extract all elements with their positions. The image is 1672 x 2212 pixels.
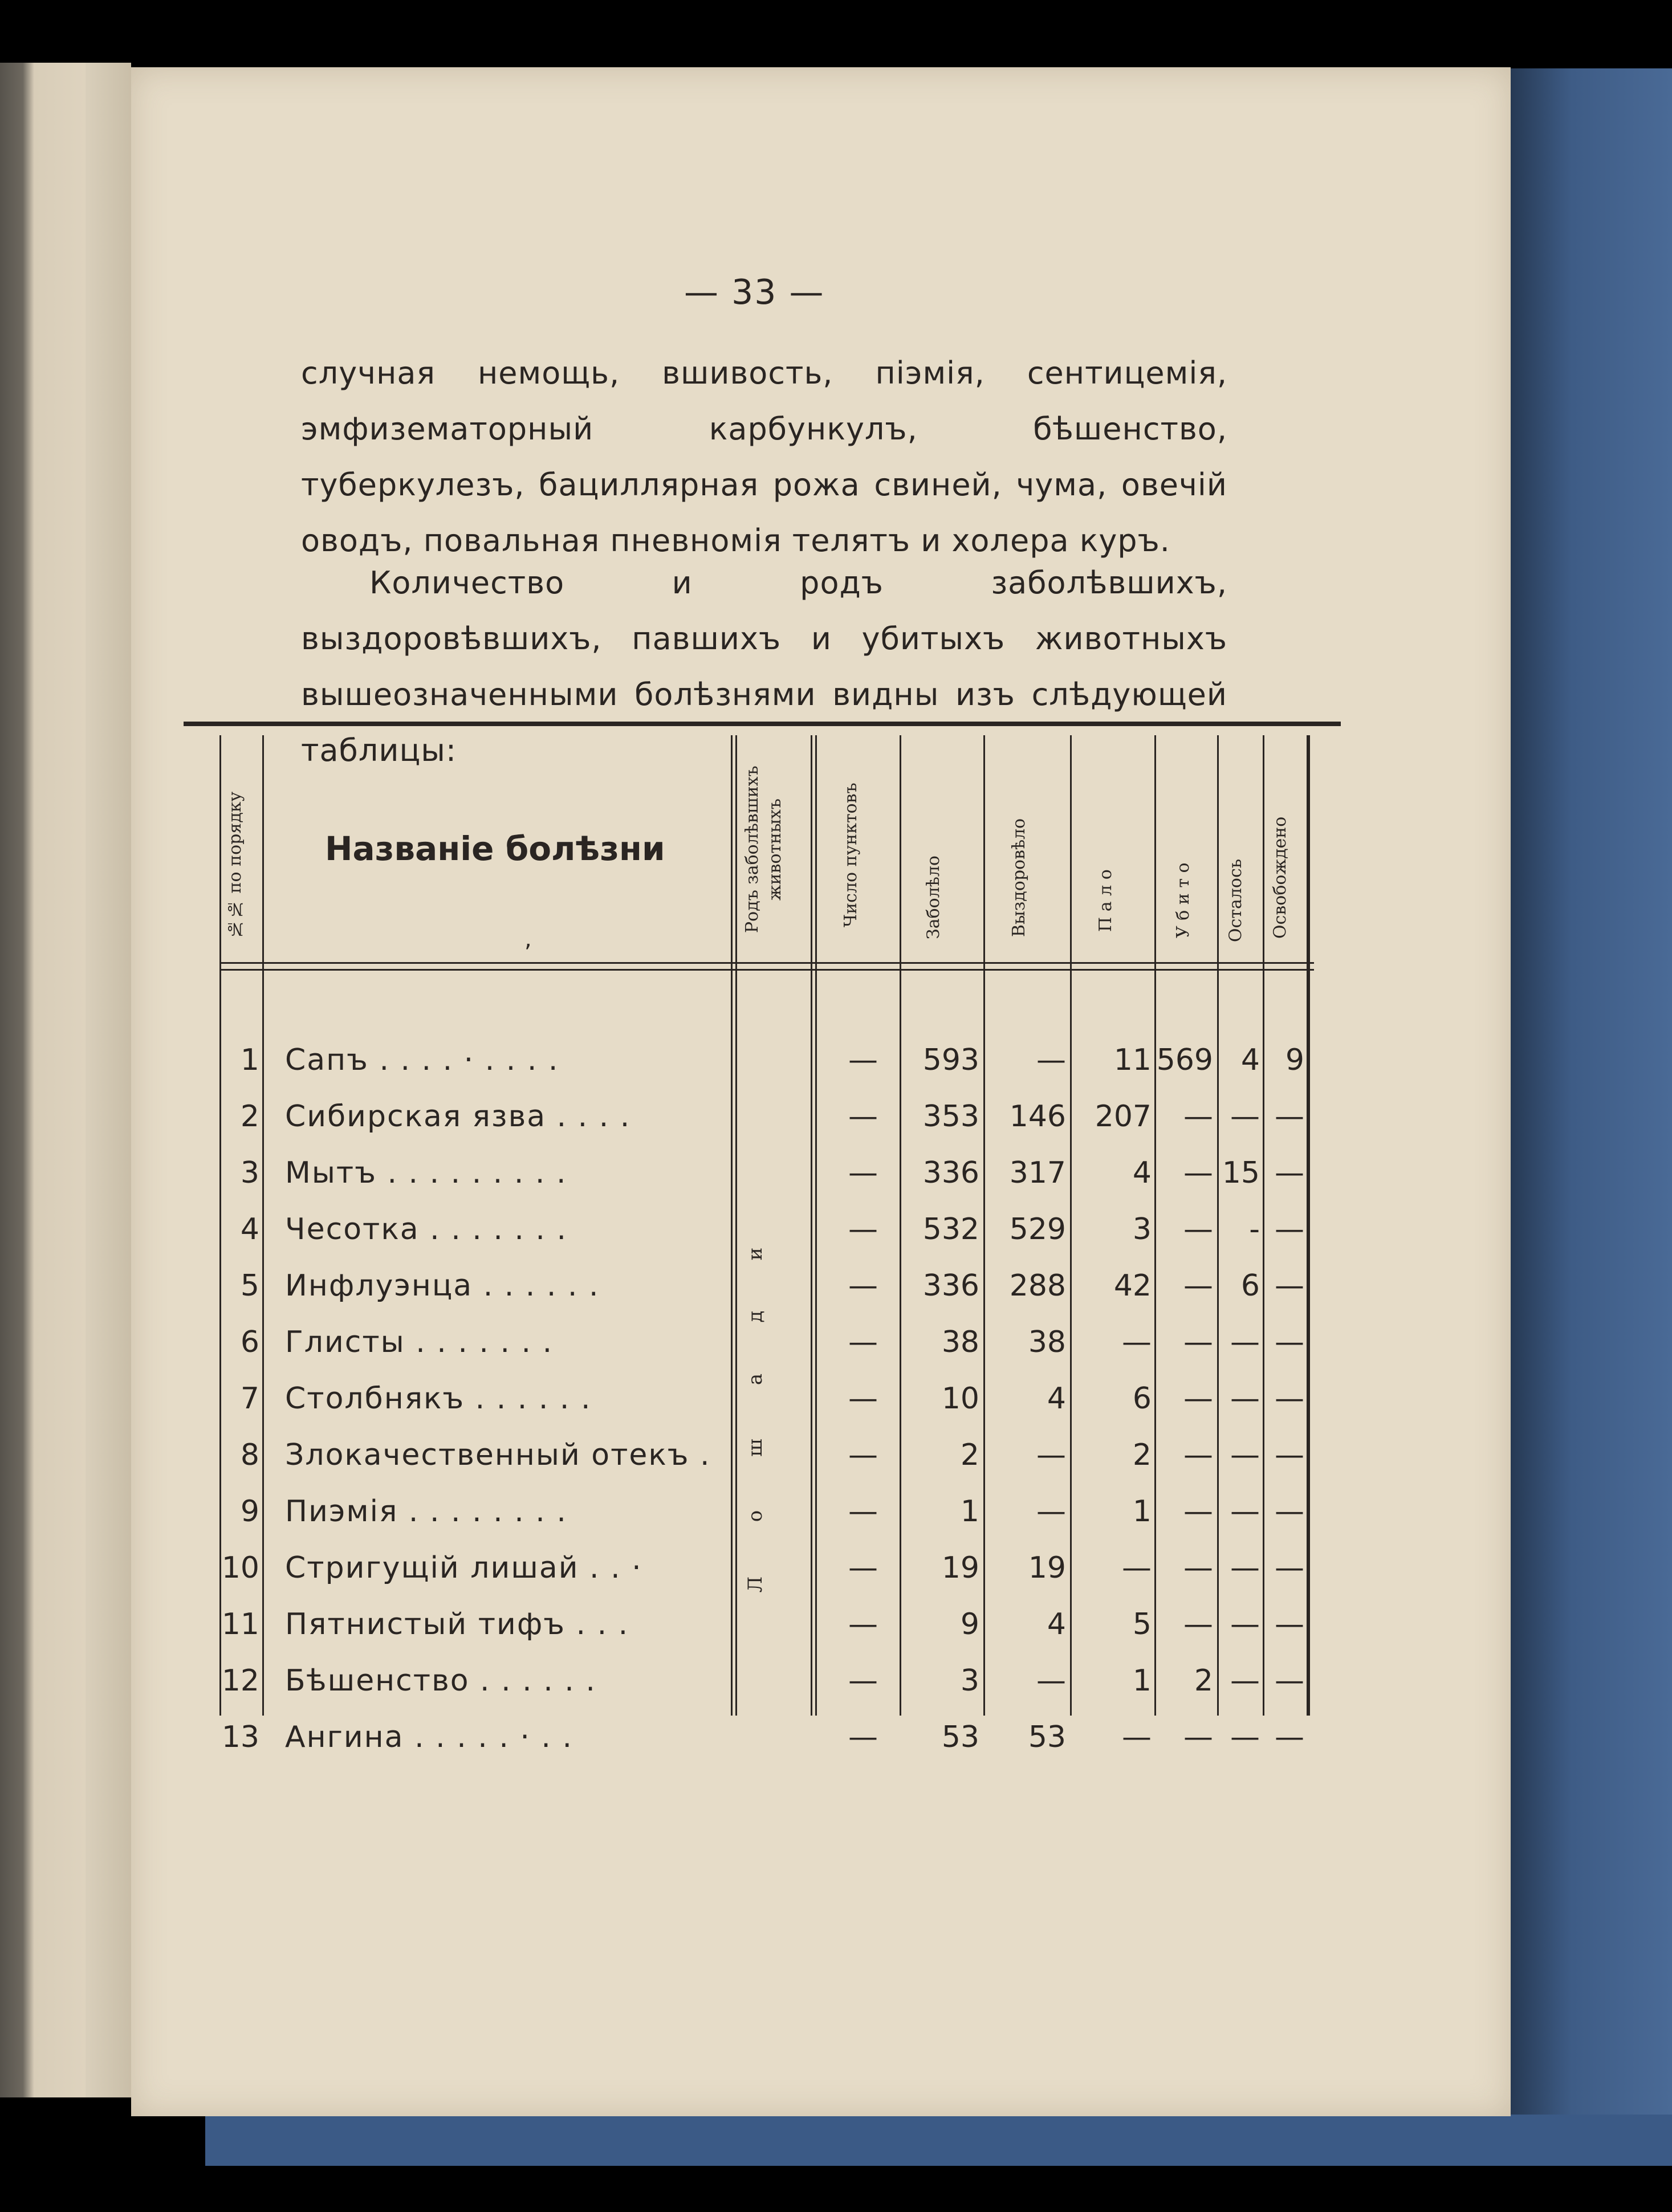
header-killed: У б и т о [1173,862,1193,939]
cell-died: — [1122,1720,1152,1754]
disease-name-cell: Чесотка . . . . . . . [285,1212,568,1246]
cell-recovered: 317 [1009,1156,1066,1190]
cell-released: — [1275,1607,1304,1641]
cell-killed: 2 [1194,1664,1213,1698]
cell-remained: 15 [1222,1156,1260,1190]
header-died: П а л о [1096,869,1116,932]
cell-killed: 569 [1156,1043,1213,1077]
cell-points: — [848,1325,878,1359]
cell-recovered: 4 [1047,1382,1066,1416]
cell-released: — [1275,1269,1304,1303]
cell-died: 1 [1132,1494,1152,1529]
cell-recovered: 288 [1009,1269,1066,1303]
cell-killed: — [1183,1438,1213,1472]
row-number: 1 [240,1043,259,1077]
cell-points: — [848,1269,878,1303]
cell-killed: — [1183,1269,1213,1303]
disease-name-cell: Стригущiй лишай . . · [285,1551,642,1585]
cell-released: — [1275,1099,1304,1134]
col-rule-no [219,735,221,1716]
cell-fell-ill: 10 [941,1382,979,1416]
cell-released: — [1275,1382,1304,1416]
cell-killed: — [1183,1551,1213,1585]
row-number: 5 [240,1269,259,1303]
cell-fell-ill: 19 [941,1551,979,1585]
cell-fell-ill: 38 [941,1325,979,1359]
disease-name-cell: Мытъ . . . . . . . . . [285,1156,567,1190]
cell-remained: 4 [1240,1043,1260,1077]
cell-remained: — [1230,1551,1260,1585]
book-cover [1505,68,1672,2154]
col-rule-killed [1154,735,1156,1716]
row-number: 11 [221,1607,259,1641]
col-rule-kind-b [735,735,737,1716]
cell-released: — [1275,1325,1304,1359]
cell-points: — [848,1438,878,1472]
col-rule-rel [1263,735,1264,1716]
cell-fell-ill: 9 [960,1607,979,1641]
disease-name-cell: Злокачественный отекъ . [285,1438,711,1472]
cell-released: — [1275,1156,1304,1190]
cell-fell-ill: 3 [960,1664,979,1698]
cell-remained: — [1230,1664,1260,1698]
cell-released: — [1275,1664,1304,1698]
cell-fell-ill: 1 [960,1494,979,1529]
header-order-no: №№ по порядку [225,791,245,939]
cell-killed: — [1183,1607,1213,1641]
cell-recovered: — [1036,1494,1066,1529]
table-top-rule [184,722,1341,726]
col-rule-rem [1217,735,1219,1716]
cell-fell-ill: 336 [922,1156,979,1190]
cell-died: — [1122,1551,1152,1585]
cell-points: — [848,1099,878,1134]
cell-recovered: — [1036,1438,1066,1472]
cell-recovered: 38 [1028,1325,1066,1359]
cell-died: 2 [1132,1438,1152,1472]
cell-recovered: 146 [1009,1099,1066,1134]
cell-recovered: — [1036,1043,1066,1077]
row-number: 10 [221,1551,259,1585]
cell-remained: — [1230,1438,1260,1472]
disease-name-cell: Пиэмiя . . . . . . . . [285,1494,567,1529]
header-bottom-rule [219,962,1314,964]
col-rule-rec [983,735,985,1716]
cell-recovered: 53 [1028,1720,1066,1754]
col-rule-points-b [815,735,817,1716]
row-number: 4 [240,1212,259,1246]
row-number: 2 [240,1099,259,1134]
cell-remained: — [1230,1494,1260,1529]
disease-name-cell: Сапъ . . . . · . . . . [285,1043,559,1077]
cell-died: 3 [1132,1212,1152,1246]
cell-killed: — [1183,1325,1213,1359]
col-rule-name [262,735,264,1716]
row-number: 6 [240,1325,259,1359]
group-label-char-5: д [744,1310,767,1323]
header-kind: Родъ заболѣвшихъ животныхъ [742,765,785,933]
header-disease-name: Названiе болѣзни [325,829,665,868]
cell-died: 207 [1095,1099,1152,1134]
cell-killed: — [1183,1720,1213,1754]
cell-released: — [1275,1494,1304,1529]
cell-remained: — [1230,1099,1260,1134]
cell-points: — [848,1494,878,1529]
disease-name-cell: Бѣшенство . . . . . . [285,1664,596,1698]
col-rule-ill [900,735,901,1716]
book-cover-bottom [205,2115,1672,2166]
cell-died: 42 [1113,1269,1152,1303]
col-rule-died [1070,735,1072,1716]
disease-name-cell: Инфлуэнца . . . . . . [285,1269,600,1303]
col-rule-kind-a [731,735,733,1716]
cell-killed: — [1183,1382,1213,1416]
header-comma: , [524,926,532,952]
cell-killed: — [1183,1099,1213,1134]
cell-remained: — [1230,1325,1260,1359]
cell-remained: - [1249,1212,1260,1246]
col-rule-points-a [811,735,812,1716]
cell-fell-ill: 593 [922,1043,979,1077]
left-page-margin [86,63,131,2097]
header-remained: Осталось [1226,858,1246,943]
cell-recovered: — [1036,1664,1066,1698]
cell-recovered: 4 [1047,1607,1066,1641]
cell-killed: — [1183,1494,1213,1529]
paragraph-2: Количество и родъ заболѣвшихъ, выздоровѣвшихъ, павшихъ и убитыхъ животныхъ вышеозначенными болѣзнями видны изъ слѣдующей таблицы: [301,565,1227,768]
header-recovered: Выздоровѣло [1009,818,1029,938]
cell-points: — [848,1664,878,1698]
header-fell-ill: Заболѣло [924,856,943,940]
cell-died: 1 [1132,1664,1152,1698]
cell-points: — [848,1607,878,1641]
cell-released: — [1275,1720,1304,1754]
row-number: 13 [221,1720,259,1754]
disease-name-cell: Пятнистый тифъ . . . [285,1607,629,1641]
cell-remained: — [1230,1607,1260,1641]
cell-released: — [1275,1212,1304,1246]
cell-fell-ill: 353 [922,1099,979,1134]
row-number: 12 [221,1664,259,1698]
cell-died: — [1122,1325,1152,1359]
row-number: 8 [240,1438,259,1472]
cell-killed: — [1183,1212,1213,1246]
cell-points: — [848,1212,878,1246]
disease-name-cell: Глисты . . . . . . . [285,1325,554,1359]
page-number: — 33 — [684,272,825,312]
cell-points: — [848,1043,878,1077]
group-label-char-3: ш [744,1439,767,1457]
disease-name-cell: Сибирская язва . . . . [285,1099,631,1134]
cell-died: 11 [1113,1043,1152,1077]
row-number: 3 [240,1156,259,1190]
cell-remained: — [1230,1382,1260,1416]
cell-fell-ill: 532 [922,1212,979,1246]
header-released: Освобождено [1270,816,1290,939]
cell-points: — [848,1720,878,1754]
header-bottom-rule-2 [219,969,1314,971]
disease-name-cell: Столбнякъ . . . . . . [285,1382,592,1416]
group-label-char-2: о [744,1510,767,1522]
cell-remained: 6 [1240,1269,1260,1303]
group-label-char-4: а [744,1373,767,1386]
cell-recovered: 19 [1028,1551,1066,1585]
cell-died: 6 [1132,1382,1152,1416]
cell-fell-ill: 336 [922,1269,979,1303]
cell-recovered: 529 [1009,1212,1066,1246]
cell-remained: — [1230,1720,1260,1754]
disease-name-cell: Ангина . . . . . · . . [285,1720,573,1754]
cell-released: 9 [1285,1043,1304,1077]
row-number: 9 [240,1494,259,1529]
col-rule-right [1307,735,1310,1716]
paragraph-1: случная немощь, вшивость, пiэмiя, сентицемiя, эмфизематорный карбункулъ, бѣшенство, туберкулезъ, бациллярная рожа свиней, чума, овечiй оводъ, повальная пневномiя телятъ и холера куръ. [301,355,1227,559]
group-label-char-1: Л [744,1576,767,1593]
header-points: Число пунктовъ [841,783,861,927]
cell-points: — [848,1551,878,1585]
cell-died: 5 [1132,1607,1152,1641]
cell-points: — [848,1156,878,1190]
group-label-char-6: и [744,1247,767,1261]
cell-fell-ill: 53 [941,1720,979,1754]
cell-died: 4 [1132,1156,1152,1190]
cell-released: — [1275,1438,1304,1472]
cell-points: — [848,1382,878,1416]
cell-killed: — [1183,1156,1213,1190]
row-number: 7 [240,1382,259,1416]
cell-released: — [1275,1551,1304,1585]
cell-fell-ill: 2 [960,1438,979,1472]
